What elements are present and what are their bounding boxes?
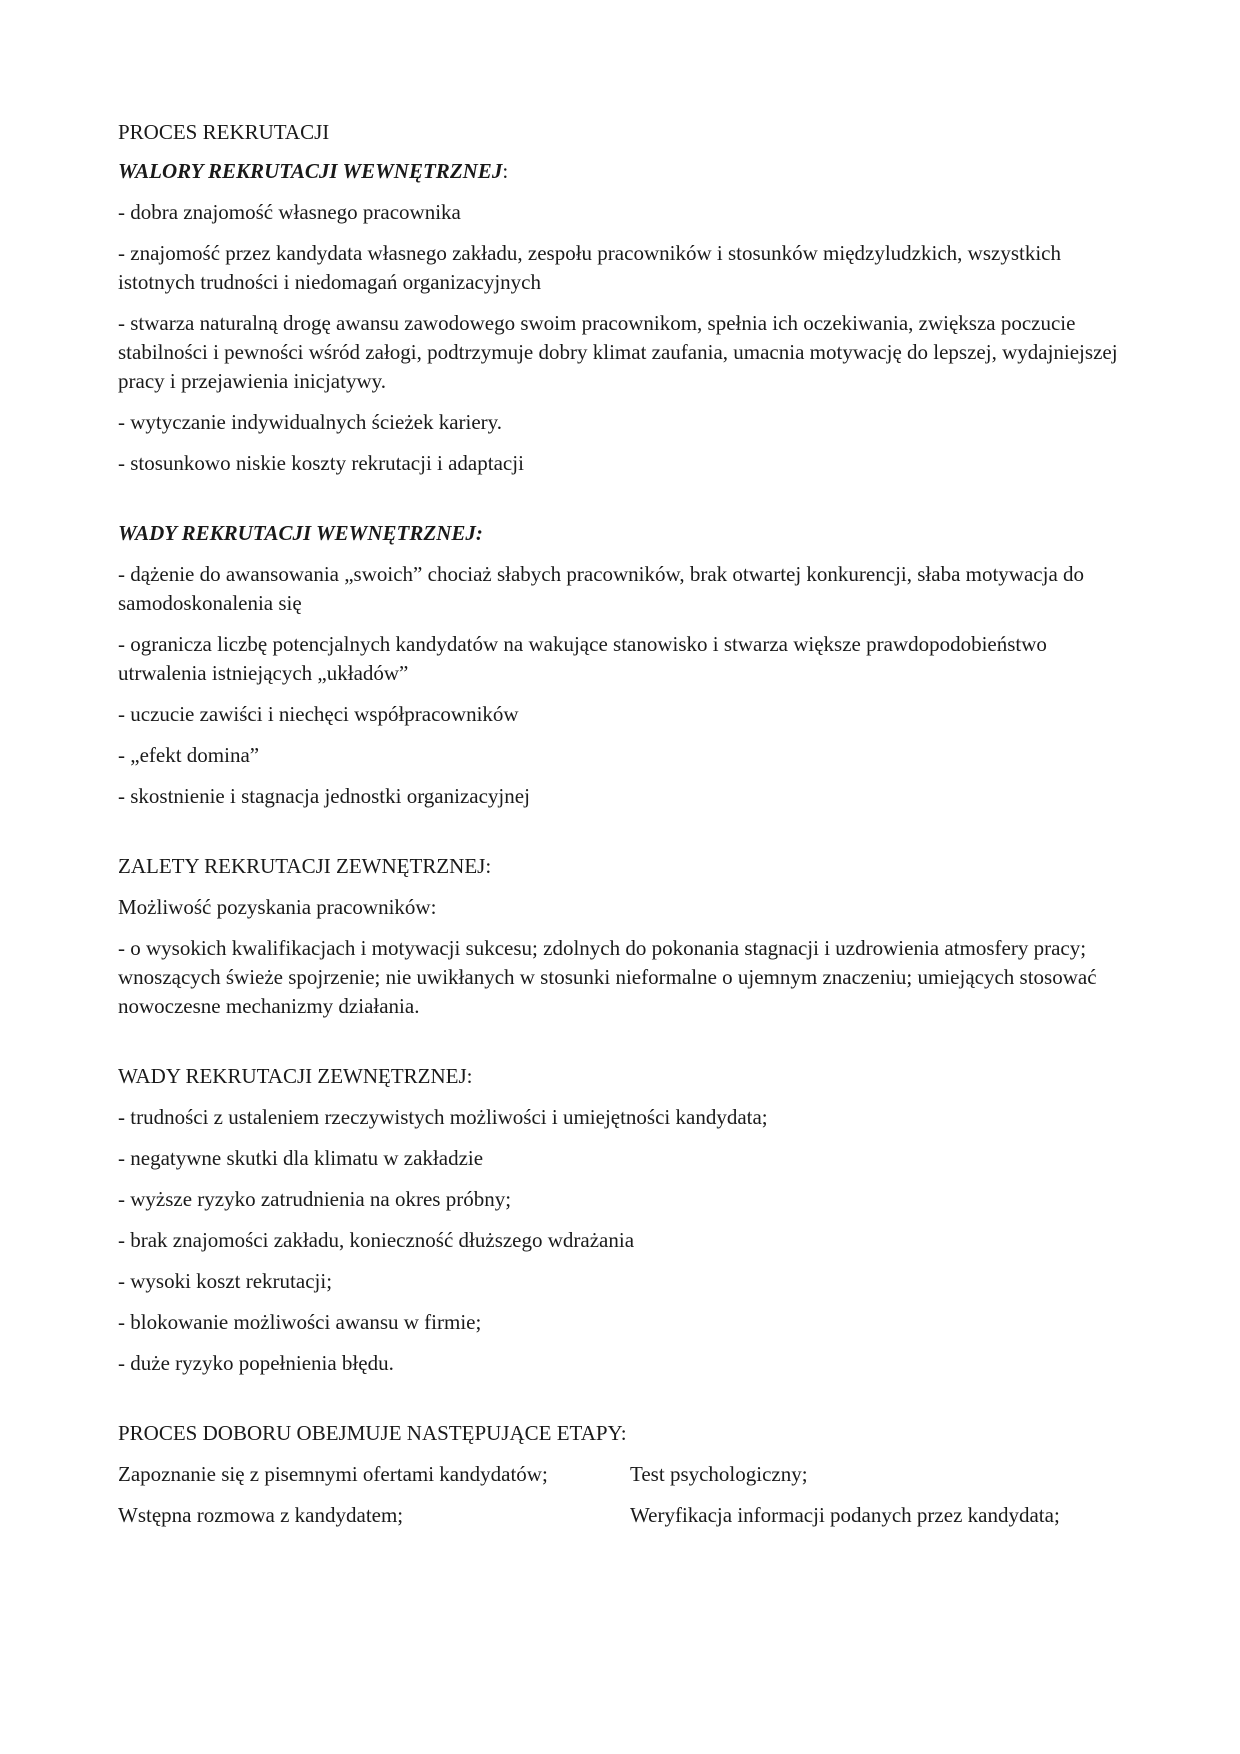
section-intro: Możliwość pozyskania pracowników: xyxy=(118,895,437,919)
section-heading-proces-doboru: PROCES DOBORU OBEJMUJE NASTĘPUJĄCE ETAPY: xyxy=(118,1421,627,1445)
stage-item: Weryfikacja informacji podanych przez kandydata; xyxy=(630,1503,1060,1527)
list-item: - duże ryzyko popełnienia błędu. xyxy=(118,1351,394,1375)
list-item: - skostnienie i stagnacja jednostki organizacyjnej xyxy=(118,784,530,808)
document-page xyxy=(118,118,1128,1542)
list-item: - negatywne skutki dla klimatu w zakładzie xyxy=(118,1146,484,1170)
list-item: - ogranicza liczbę potencjalnych kandydatów na wakujące stanowisko i stwarza większe prawdopodobieństwo utrwalenia istniejących „układów” xyxy=(118,632,1047,685)
list-item: - dążenie do awansowania „swoich” chociaż słabych pracowników, brak otwartej konkurencji, słaba motywacja do samodoskonalenia się xyxy=(118,562,1085,615)
stage-item: Zapoznanie się z pisemnymi ofertami kandydatów; xyxy=(118,1462,548,1486)
list-item: - stwarza naturalną drogę awansu zawodowego swoim pracownikom, spełnia ich oczekiwania, zwiększa poczucie stabilności i pewności wśród załogi, podtrzymuje dobry klimat zaufania, umacnia motywację do lepszej, wydajniejszej pracy i przejawienia inicjatywy. xyxy=(118,311,1118,393)
list-item: - wytyczanie indywidualnych ścieżek kariery. xyxy=(118,410,503,434)
document-title: PROCES REKRUTACJI xyxy=(118,120,330,144)
list-item: - znajomość przez kandydata własnego zakładu, zespołu pracowników i stosunków międzyludzkich, wszystkich istotnych trudności i niedomagań organizacyjnych xyxy=(118,241,1061,294)
section-spacer xyxy=(118,490,1128,519)
list-item: - brak znajomości zakładu, konieczność dłuższego wdrażania xyxy=(118,1228,635,1252)
list-item: - o wysokich kwalifikacjach i motywacji sukcesu; zdolnych do pokonania stagnacji i uzdrowienia atmosfery pracy; wnoszących świeże spojrzenie; nie uwikłanych w stosunki nieformalne o ujemnym znaczeniu; umiejących stosować nowoczesne mechanizmy działania. xyxy=(118,936,1097,1018)
section-spacer xyxy=(118,1033,1128,1062)
list-item: - „efekt domina” xyxy=(118,743,260,767)
list-item: - wysoki koszt rekrutacji; xyxy=(118,1269,333,1293)
section-heading-walory xyxy=(118,157,1128,186)
stage-item: Test psychologiczny; xyxy=(630,1462,808,1486)
list-item: - wyższe ryzyko zatrudnienia na okres próbny; xyxy=(118,1187,512,1211)
heading-colon: : xyxy=(502,159,509,183)
list-item: - dobra znajomość własnego pracownika xyxy=(118,200,461,224)
section-heading-zalety-zewnetrznej: ZALETY REKRUTACJI ZEWNĘTRZNEJ: xyxy=(118,854,492,878)
list-item: - blokowanie możliwości awansu w firmie; xyxy=(118,1310,482,1334)
stages-column-left xyxy=(118,1460,630,1542)
stages-columns xyxy=(118,1460,1128,1542)
section-heading-wady-zewnetrznej: WADY REKRUTACJI ZEWNĘTRZNEJ: xyxy=(118,1064,473,1088)
heading-text: WALORY REKRUTACJI WEWNĘTRZNEJ xyxy=(118,159,503,183)
section-spacer xyxy=(118,1390,1128,1419)
list-item: - stosunkowo niskie koszty rekrutacji i adaptacji xyxy=(118,451,524,475)
list-item: - trudności z ustaleniem rzeczywistych możliwości i umiejętności kandydata; xyxy=(118,1105,768,1129)
section-spacer xyxy=(118,823,1128,852)
section-heading-wady-wewnetrznej: WADY REKRUTACJI WEWNĘTRZNEJ: xyxy=(118,521,483,545)
list-item: - uczucie zawiści i niechęci współpracowników xyxy=(118,702,519,726)
stages-column-right xyxy=(630,1460,1128,1542)
stage-item: Wstępna rozmowa z kandydatem; xyxy=(118,1503,404,1527)
